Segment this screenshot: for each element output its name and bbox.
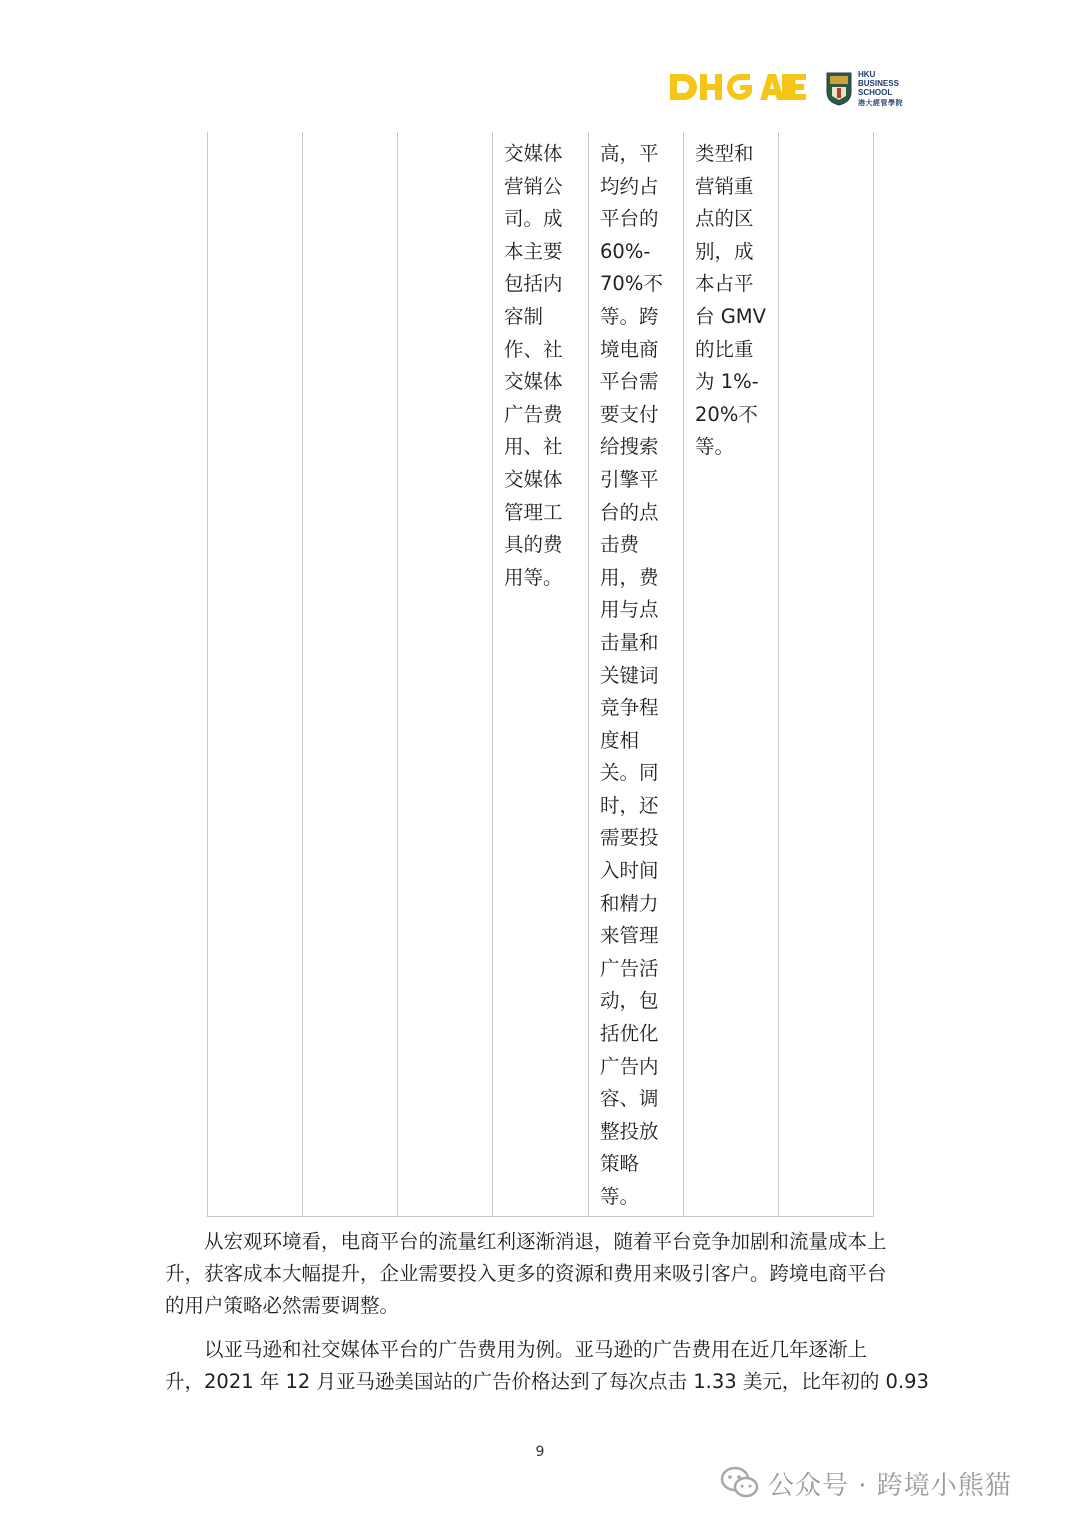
table-column-divider (492, 132, 493, 1216)
table-column-divider (207, 132, 208, 1216)
page-number: 9 (535, 1444, 545, 1460)
cost-table (207, 132, 874, 1217)
table-cell-col6: 类型和 营销重 点的区 别，成 本占平 台 GMV 的比重 为 1%- 20%不 等。 (695, 142, 766, 459)
hku-crest-icon (826, 72, 852, 106)
paragraph-macro-environment (165, 1226, 915, 1322)
hku-line2: BUSINESS (858, 79, 899, 88)
wechat-icon (720, 1466, 760, 1500)
paragraph-line: 升，获客成本大幅提升，企业需要投入更多的资源和费用来吸引客户。跨境电商平台 (165, 1262, 887, 1285)
paragraph-line: 的用户策略必然需要调整。 (165, 1294, 400, 1317)
hku-line1: HKU (858, 70, 876, 79)
paragraph-line: 升，2021 年 12 月亚马逊美国站的广告价格达到了每次点击 1.33 美元，比年初的 0.93 (165, 1370, 929, 1393)
watermark-text: 公众号 · 跨境小熊猫 (768, 1471, 1012, 1501)
hku-line3: SCHOOL (858, 88, 893, 97)
hku-business-school-logo (826, 70, 911, 110)
table-column-divider (302, 132, 303, 1216)
table-cell-col4: 交媒体 营销公 司。成 本主要 包括内 容制 作、社 交媒体 广告费 用、社 交媒体 管理工 具的费 用等。 (504, 142, 563, 589)
table-column-divider (397, 132, 398, 1216)
hku-line4: 港大經管學院 (858, 100, 903, 107)
paragraph-amazon-ads (165, 1334, 929, 1398)
paragraph-line: 从宏观环境看，电商平台的流量红利逐渐消退，随着平台竞争加剧和流量成本上 (204, 1230, 887, 1253)
table-cell-col5: 高，平 均约占 平台的 60%- 70%不 等。跨 境电商 平台需 要支付 给搜索 引擎平 台的点 击费 用，费 用与点 击量和 关键词 竞争程 度相 关。同 时，还 需要投 入时间 和精力 来管理 广告活 动，包 括优化 广告内 容、调 整投放 策略 等。 (600, 142, 663, 1208)
paragraph-line: 以亚马逊和社交媒体平台的广告费用为例。亚马逊的广告费用在近几年逐渐上 (204, 1338, 868, 1361)
dhgate-logo-e (782, 74, 810, 100)
